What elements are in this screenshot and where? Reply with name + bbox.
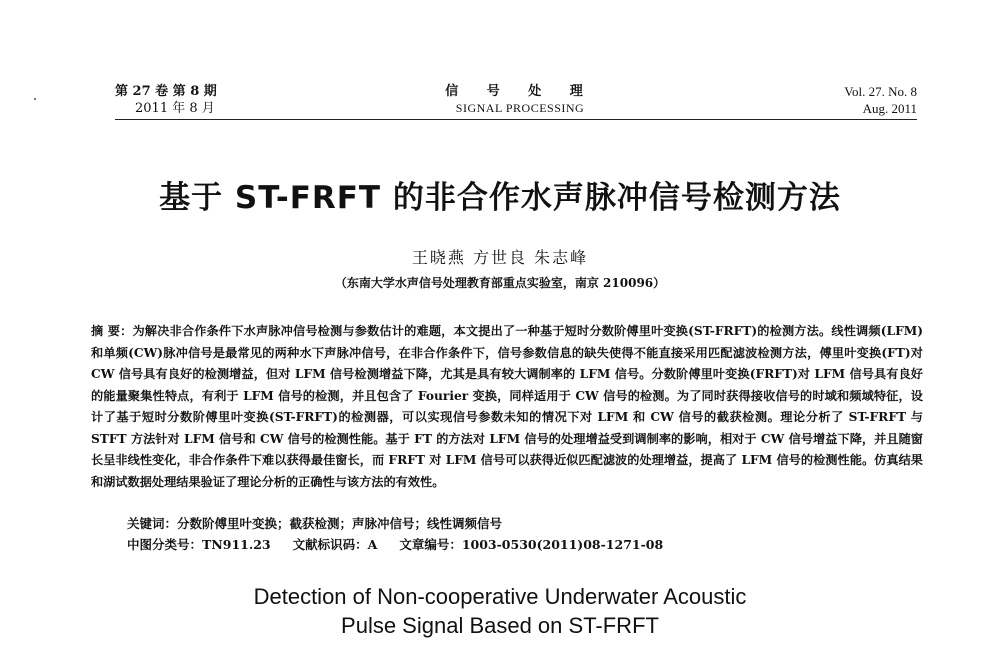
abstract-text: 为解决非合作条件下水声脉冲信号检测与参数估计的难题，本文提出了一种基于短时分数阶傅里叶变换(ST-FRFT)的检测方法。线性调频(LFM)和单频(CW)脉冲信号是最常见的两种水下声脉冲信号，在非合作条件下，信号参数信息的缺失使得不能直接采用匹配滤波检测方法，傅里叶变换(FT)对 CW 信号具有良好的检测增益，但对 LFM 信号检测增益下降，尤其是具有较大调制率的 LFM 信号。分数阶傅里叶变换(FRFT)对 LFM 信号具有良好的能量聚集性特点，有利于 LFM 信号的检测，并且包含了 Fourier 变换，同样适用于 CW 信号的检测。为了同时获得接收信号的时域和频域特征，设计了基于短时分数阶傅里叶变换(ST-FRFT)的检测器，可以实现信号参数未知的情况下对 LFM 和 CW 信号的截获检测。理论分析了 ST-FRFT 与 STFT 方法针对 LFM 信号和 CW 信号的检测性能。基于 FT 的方法对 LFM 信号的处理增益受到调制率的影响，相对于 CW 信号增益下降，并且随窗长呈非线性变化，非合作条件下难以获得最佳窗长，而 FRFT 对 LFM 信号可以获得近似匹配滤波的处理增益，提高了 LFM 信号的检测性能。仿真结果和湖试数据处理结果验证了理论分析的正确性与该方法的有效性。 — [91, 324, 923, 489]
paper-title-cn: 基于 ST-FRFT 的非合作水声脉冲信号检测方法 — [159, 180, 841, 216]
keywords-label: 关键词： — [127, 516, 178, 531]
header-rule — [115, 119, 917, 120]
clc-value: TN911.23 — [202, 537, 271, 552]
paper-title-en-line1: Detection of Non-cooperative Underwater Acoustic — [253, 584, 747, 609]
journal-name-cn: 信 号 处 理 — [445, 84, 595, 99]
journal-name — [400, 83, 640, 117]
scan-speck — [34, 98, 36, 100]
issue-date-cn: 2011 年 8 月 — [135, 101, 215, 116]
abstract-label: 摘 要： — [91, 324, 133, 338]
author-affiliation: （东南大学水声信号处理教育部重点实验室，南京 210096） — [334, 276, 666, 290]
keywords-line — [127, 513, 917, 534]
clc-label: 中图分类号： — [127, 537, 203, 552]
author-list: 王晓燕 方世良 朱志峰 — [411, 248, 589, 267]
keywords-text: 分数阶傅里叶变换；截获检测；声脉冲信号；线性调频信号 — [177, 516, 503, 531]
journal-name-en: SIGNAL PROCESSING — [455, 101, 585, 115]
paper-title-en — [0, 582, 1000, 640]
article-number-label: 文章编号： — [399, 537, 462, 552]
doc-code-value: A — [367, 537, 378, 552]
volume-issue: 第 27 卷 第 8 期 — [115, 84, 217, 99]
issue-date-en: Aug. 2011 — [862, 101, 917, 116]
doc-code-label: 文献标识码： — [292, 537, 368, 552]
article-number-value: 1003-0530(2011)08-1271-08 — [461, 537, 664, 552]
volume-en: Vol. 27. No. 8 — [844, 84, 917, 99]
header-volume-en — [844, 83, 917, 117]
abstract-block — [91, 321, 923, 493]
header-issue-info — [115, 83, 217, 117]
classification-line — [127, 534, 917, 555]
paper-title-en-line2: Pulse Signal Based on ST-FRFT — [341, 613, 659, 638]
